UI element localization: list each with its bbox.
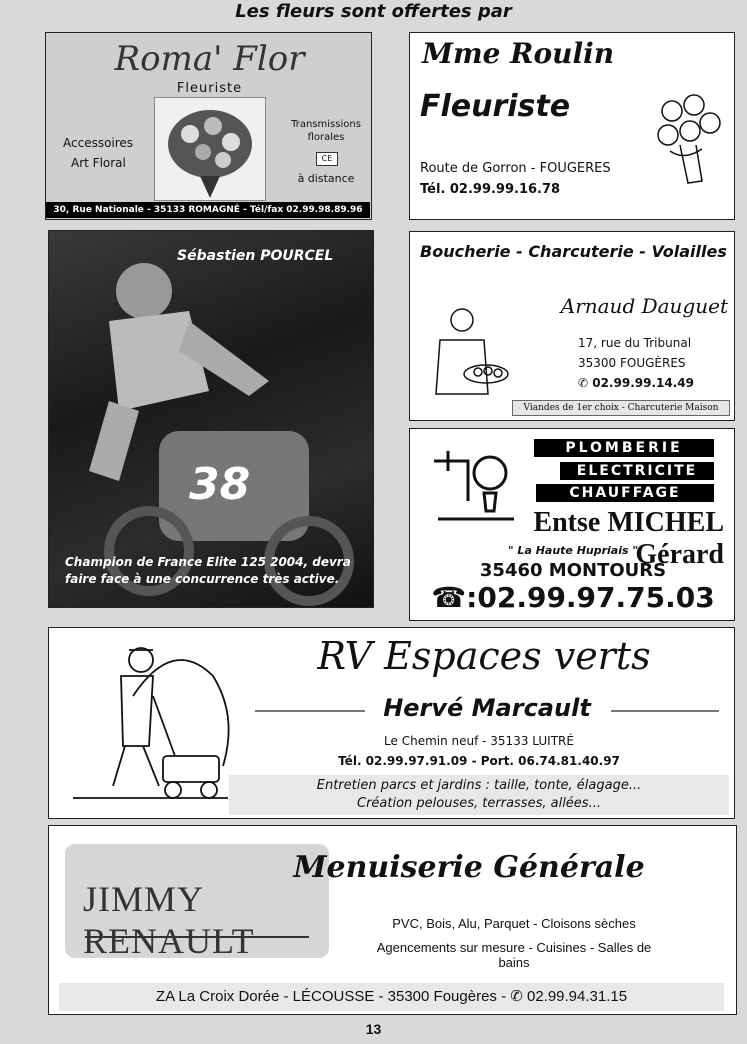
ad-menuiserie bbox=[48, 825, 737, 1015]
bouquet-icon bbox=[650, 91, 724, 187]
michel-phone-number: :02.99.97.75.03 bbox=[466, 581, 715, 614]
romaflor-subtitle: Fleuriste bbox=[176, 81, 243, 96]
boucherie-phone bbox=[578, 376, 694, 390]
ad-rv-espaces-verts bbox=[48, 627, 735, 819]
romaflor-right2: florales bbox=[307, 132, 345, 143]
michel-phone bbox=[410, 581, 736, 614]
logo-underline bbox=[85, 936, 309, 938]
ad-boucherie bbox=[409, 231, 735, 421]
roulin-address: Route de Gorron - FOUGERES bbox=[420, 161, 611, 176]
mower-man-icon bbox=[63, 636, 233, 812]
boucherie-heading: Boucherie - Charcuterie - Volailles bbox=[420, 242, 727, 261]
boucherie-phone-number: 02.99.99.14.49 bbox=[592, 376, 694, 390]
menuiserie-footer: ZA La Croix Dorée - LÉCOUSSE - 35300 Fougères - ✆ 02.99.94.31.15 bbox=[59, 983, 724, 1011]
michel-name: Entse MICHEL Gérard bbox=[533, 507, 724, 570]
michel-line1: PLOMBERIE bbox=[534, 439, 714, 457]
romaflor-left2: Art Floral bbox=[71, 156, 126, 170]
rider-name: Sébastien POURCEL bbox=[177, 248, 334, 264]
logo-text: JIMMY RENAULT bbox=[83, 879, 255, 961]
menuiserie-line1: PVC, Bois, Alu, Parquet - Cloisons sèches bbox=[392, 916, 636, 931]
romaflor-name: Roma' Flor bbox=[114, 39, 305, 79]
romaflor-address: 30, Rue Nationale - 35133 ROMAGNÉ - Tél/fax 02.99.98.89.96 bbox=[46, 202, 370, 218]
page-number: 13 bbox=[365, 1021, 382, 1037]
rv-title: RV Espaces verts bbox=[317, 634, 651, 678]
michel-city: 35460 MONTOURS bbox=[479, 560, 667, 581]
michel-line2: ELECTRICITE bbox=[560, 462, 714, 480]
bib-number: 38 bbox=[189, 459, 251, 510]
butcher-icon bbox=[420, 304, 510, 404]
boucherie-footer: Viandes de 1er choix - Charcuterie Maison bbox=[512, 400, 730, 416]
romaflor-left1: Accessoires bbox=[63, 136, 134, 150]
romaflor-right3: à distance bbox=[297, 172, 355, 185]
ad-roulin bbox=[409, 32, 735, 220]
ad-michel bbox=[409, 428, 735, 621]
page-header: Les fleurs sont offertes par bbox=[235, 1, 512, 22]
rv-services2: Création pelouses, terrasses, allées... bbox=[357, 796, 601, 811]
ce-logo-icon: CE bbox=[316, 152, 338, 166]
boucherie-city: 35300 FOUGÈRES bbox=[578, 356, 686, 370]
rv-rule-right bbox=[611, 710, 719, 712]
phone-icon: ✆ bbox=[578, 376, 593, 390]
flower-bouquet-icon bbox=[155, 98, 265, 200]
ad-romaflor bbox=[45, 32, 372, 220]
rv-phones: Tél. 02.99.97.91.09 - Port. 06.74.81.40.97 bbox=[338, 754, 620, 768]
roulin-name: Mme Roulin bbox=[422, 37, 615, 70]
rv-owner: Hervé Marcault bbox=[383, 694, 591, 722]
boucherie-street: 17, rue du Tribunal bbox=[578, 336, 692, 350]
michel-line3: CHAUFFAGE bbox=[536, 484, 714, 502]
rv-services-bar bbox=[229, 775, 729, 815]
photo-caption: Champion de France Elite 125 2004, devra faire face à une concurrence très active. bbox=[65, 555, 351, 586]
menuiserie-title: Menuiserie Générale bbox=[293, 850, 645, 885]
rv-address: Le Chemin neuf - 35133 LUITRÉ bbox=[384, 734, 574, 748]
rider-illustration-icon bbox=[49, 231, 374, 608]
rv-services1: Entretien parcs et jardins : taille, tonte, élagage... bbox=[316, 778, 642, 793]
romaflor-right1: Transmissions bbox=[291, 119, 361, 130]
bouquet-image bbox=[154, 97, 266, 201]
boucherie-name: Arnaud Dauguet bbox=[560, 294, 728, 318]
michel-place: " La Haute Hupriais " bbox=[507, 544, 639, 557]
roulin-phone: Tél. 02.99.99.16.78 bbox=[420, 182, 561, 197]
roulin-title: Fleuriste bbox=[420, 89, 571, 124]
menuiserie-line2: Agencements sur mesure - Cuisines - Salles de bains bbox=[376, 940, 652, 970]
motocross-photo bbox=[48, 230, 374, 608]
telephone-icon: ☎ bbox=[431, 581, 467, 614]
rv-rule-left bbox=[255, 710, 365, 712]
